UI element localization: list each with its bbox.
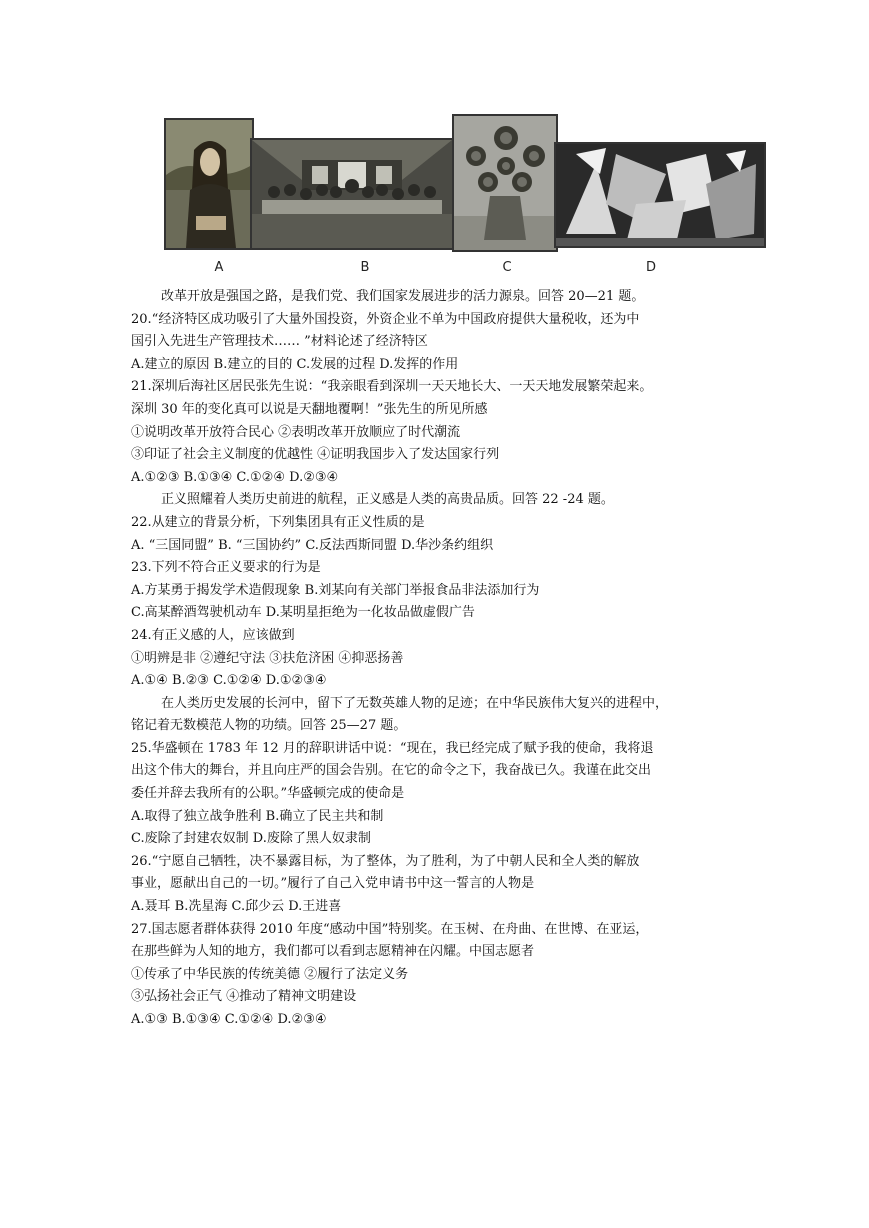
caption-a: A — [214, 260, 224, 275]
heroes-intro: 在人类历史发展的长河中，留下了无数英雄人物的足迹；在中华民族伟大复兴的进程中， — [161, 695, 669, 711]
q26-stem: 26.“宁愿自己牺牲，决不暴露目标，为了整体，为了胜利，为了中朝人民和全人类的解放 — [131, 853, 640, 869]
q27-stem: 27.国志愿者群体获得 2010 年度“感动中国”特别奖。在玉树、在舟曲、在世博、在亚运， — [131, 921, 649, 937]
q20-stem: 20.“经济特区成功吸引了大量外国投资，外资企业不单为中国政府提供大量税收，还为中 — [131, 311, 640, 327]
justice-intro: 正义照耀着人类历史前进的航程，正义感是人类的高贵品质。回答 22 -24 题。 — [161, 492, 614, 508]
reform-intro: 改革开放是强国之路，是我们党、我们国家发展进步的活力源泉。回答 20—21 题。 — [161, 289, 645, 304]
guernica-painting — [554, 142, 766, 248]
last-supper-painting — [250, 138, 454, 250]
sunflowers-painting — [452, 114, 558, 252]
q22-options: A. “三国同盟” B. “三国协约” C.反法西斯同盟 D.华沙条约组织 — [131, 537, 494, 553]
q20-stem: 国引入先进生产管理技术…… ”材料论述了经济特区 — [131, 334, 428, 350]
q27-statements: ①传承了中华民族的传统美德 ②履行了法定义务 — [131, 966, 409, 982]
caption-d: D — [645, 260, 656, 275]
q21-stem: 21.深圳后海社区居民张先生说：“我亲眼看到深圳一天天地长大、一天天地发展繁荣起来。 — [131, 379, 653, 395]
q21-statements: ③印证了社会主义制度的优越性 ④证明我国步入了发达国家行列 — [131, 447, 500, 463]
q21-options: A.①②③ B.①③④ C.①②④ D.②③④ — [131, 469, 339, 485]
q27-stem: 在那些鲜为人知的地方，我们都可以看到志愿精神在闪耀。中国志愿者 — [131, 944, 535, 960]
caption-b: B — [360, 260, 370, 275]
q24-statements: ①明辨是非 ②遵纪守法 ③扶危济困 ④抑恶扬善 — [131, 650, 404, 666]
q26-stem: 事业，愿献出自己的一切。”履行了自己入党申请书中这一誓言的人物是 — [131, 876, 535, 892]
q26-options: A.聂耳 B.冼星海 C.邱少云 D.王进喜 — [131, 899, 342, 915]
q20-options: A.建立的原因 B.建立的目的 C.发展的过程 D.发挥的作用 — [131, 356, 459, 372]
q22-stem: 22.从建立的背景分析，下列集团具有正义性质的是 — [131, 514, 425, 530]
paintings-figure — [162, 112, 766, 280]
heroes-intro: 铭记着无数模范人物的功绩。回答 25—27 题。 — [131, 718, 407, 734]
mona-lisa-painting — [164, 118, 254, 250]
q25-stem: 出这个伟大的舞台，并且向庄严的国会告别。在它的命令之下，我奋战已久。我谨在此交出 — [131, 763, 652, 779]
q23-stem: 23.下列不符合正义要求的行为是 — [131, 560, 321, 576]
q25-stem: 25.华盛顿在 1783 年 12 月的辞职讲话中说：“现在，我已经完成了赋予我的使命，我将退 — [131, 740, 654, 756]
q25-options: A.取得了独立战争胜利 B.确立了民主共和制 — [131, 808, 384, 824]
q23-options: A.方某勇于揭发学术造假现象 B.刘某向有关部门举报食品非法添加行为 — [131, 582, 540, 598]
q21-stem: 深圳 30 年的变化真可以说是天翻地覆啊！”张先生的所见所感 — [131, 401, 488, 417]
q21-statements: ①说明改革开放符合民心 ②表明改革开放顺应了时代潮流 — [131, 424, 461, 440]
q25-stem: 委任并辞去我所有的公职。”华盛顿完成的使命是 — [131, 786, 405, 802]
caption-c: C — [502, 260, 512, 275]
question-text — [131, 286, 741, 1032]
q25-options: C.废除了封建农奴制 D.废除了黑人奴隶制 — [131, 831, 371, 847]
q24-stem: 24.有正义感的人，应该做到 — [131, 627, 295, 643]
q27-statements: ③弘扬社会正气 ④推动了精神文明建设 — [131, 989, 357, 1005]
q27-options: A.①③ B.①③④ C.①②④ D.②③④ — [131, 1012, 327, 1027]
q24-options: A.①④ B.②③ C.①②④ D.①②③④ — [131, 673, 327, 689]
q23-options: C.高某醉酒驾驶机动车 D.某明星拒绝为一化妆品做虚假广告 — [131, 605, 475, 621]
